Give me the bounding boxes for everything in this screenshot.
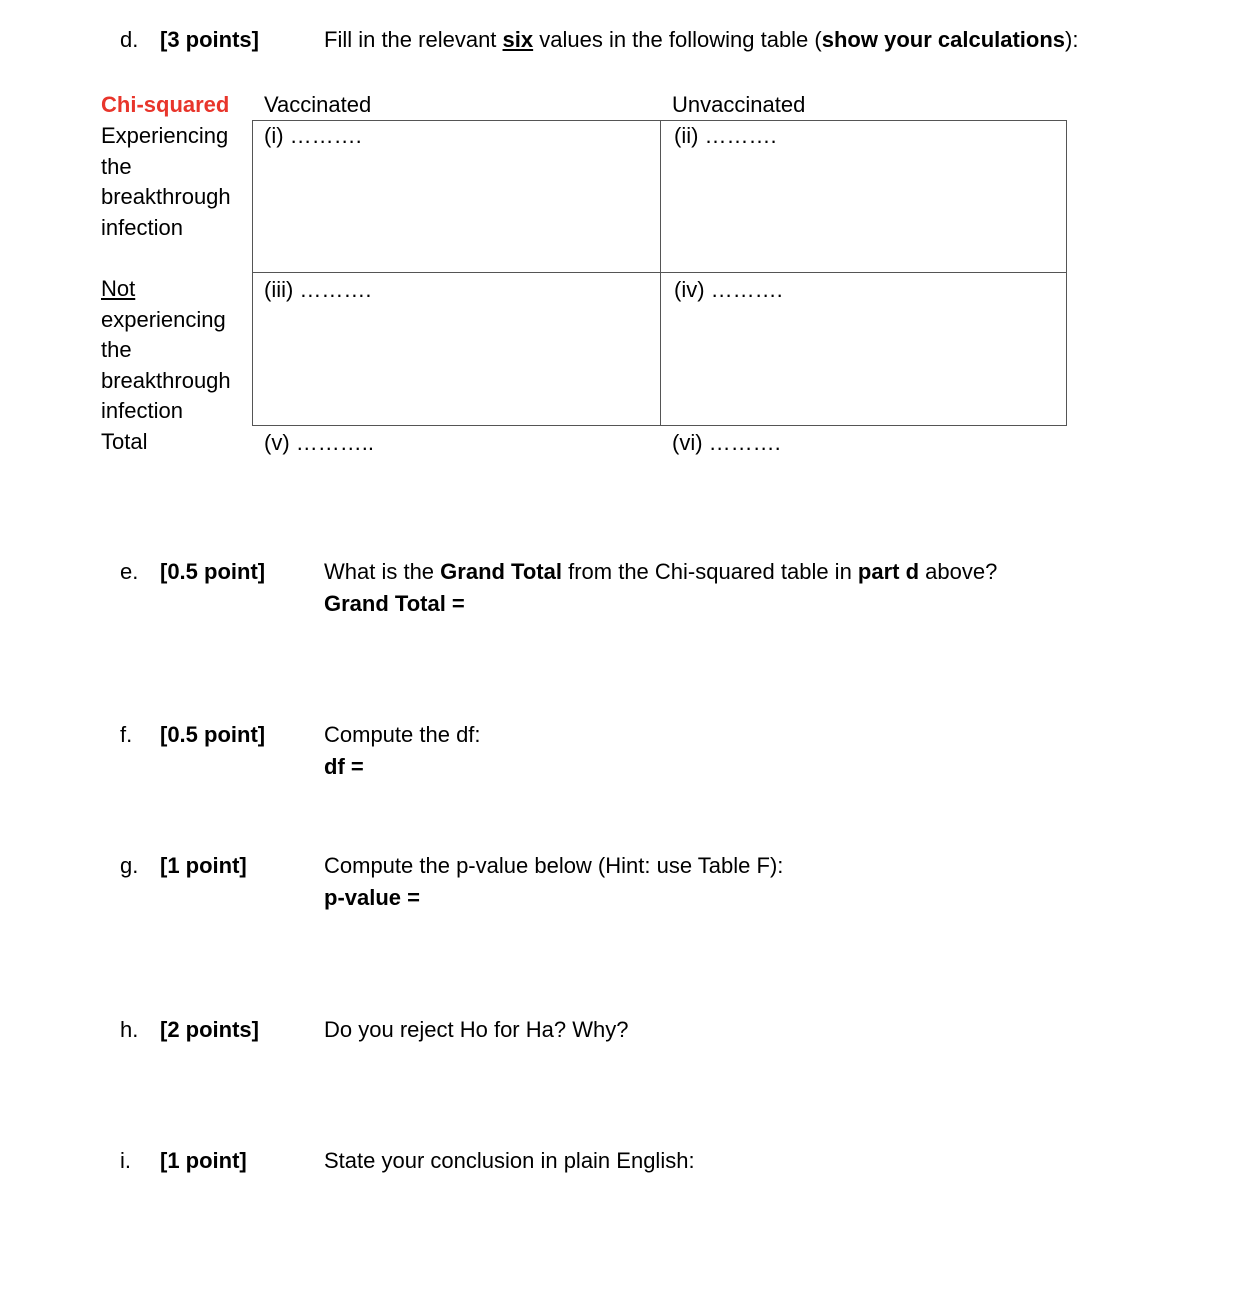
row-label-experiencing: Experiencing the breakthrough infection xyxy=(101,123,231,240)
table-center-border xyxy=(660,120,661,426)
part-d-question-text2: values in the following table ( xyxy=(533,27,822,52)
part-f-points: [0.5 point] xyxy=(160,722,266,747)
part-f-answer-label: df = xyxy=(324,754,364,779)
cell-vi: (vi) ………. xyxy=(672,430,781,455)
part-f-letter: f. xyxy=(120,722,133,747)
part-f-question: Compute the df: xyxy=(324,722,481,747)
cell-v: (v) ……….. xyxy=(264,430,374,455)
part-i-points: [1 point] xyxy=(160,1148,247,1173)
part-d-question-text1: Fill in the relevant xyxy=(324,27,503,52)
part-e-question-bold2: part d xyxy=(857,559,920,584)
part-h-question: Do you reject Ho for Ha? Why? xyxy=(324,1017,629,1042)
part-e-question-text1: What is the xyxy=(324,559,441,584)
cell-iv: (iv) ………. xyxy=(674,277,783,302)
part-e-answer-label: Grand Total = xyxy=(324,591,465,616)
part-e-question-text3: above? xyxy=(919,559,998,584)
part-h-points: [2 points] xyxy=(160,1017,259,1042)
part-e-question-text2: from the Chi-squared table in xyxy=(561,559,858,584)
part-h-letter: h. xyxy=(120,1017,139,1042)
row-label-total: Total xyxy=(101,429,148,454)
row-label-not: Not xyxy=(101,276,136,301)
part-d-points: [3 points] xyxy=(160,27,259,52)
part-g-question: Compute the p-value below (Hint: use Table F): xyxy=(324,853,784,878)
table-corner-label: Chi-squared xyxy=(101,92,230,117)
part-e-question-bold1: Grand Total xyxy=(440,559,562,584)
cell-ii: (ii) ………. xyxy=(674,123,777,148)
part-d-question-six: six xyxy=(502,27,534,52)
part-d-question xyxy=(324,25,1078,55)
part-e-question xyxy=(324,557,997,587)
part-g-answer-label: p-value = xyxy=(324,885,420,910)
part-d-question-text3: ): xyxy=(1065,27,1079,52)
part-i-letter: i. xyxy=(120,1148,131,1173)
column-header-vaccinated: Vaccinated xyxy=(264,92,372,117)
cell-iii: (iii) ………. xyxy=(264,277,372,302)
part-e-letter: e. xyxy=(120,559,139,584)
table-left-border xyxy=(252,120,253,426)
table-right-border xyxy=(1066,120,1067,426)
part-d-letter: d. xyxy=(120,27,139,52)
part-g-letter: g. xyxy=(120,853,139,878)
part-g-points: [1 point] xyxy=(160,853,247,878)
cell-i: (i) ………. xyxy=(264,123,362,148)
part-d-question-bold: show your calculations xyxy=(821,27,1066,52)
row-label-not-experiencing xyxy=(101,274,251,427)
row-label-not-rest: experiencing the breakthrough infection xyxy=(101,306,231,423)
part-e-points: [0.5 point] xyxy=(160,559,266,584)
part-i-question: State your conclusion in plain English: xyxy=(324,1148,695,1173)
column-header-unvaccinated: Unvaccinated xyxy=(672,92,806,117)
